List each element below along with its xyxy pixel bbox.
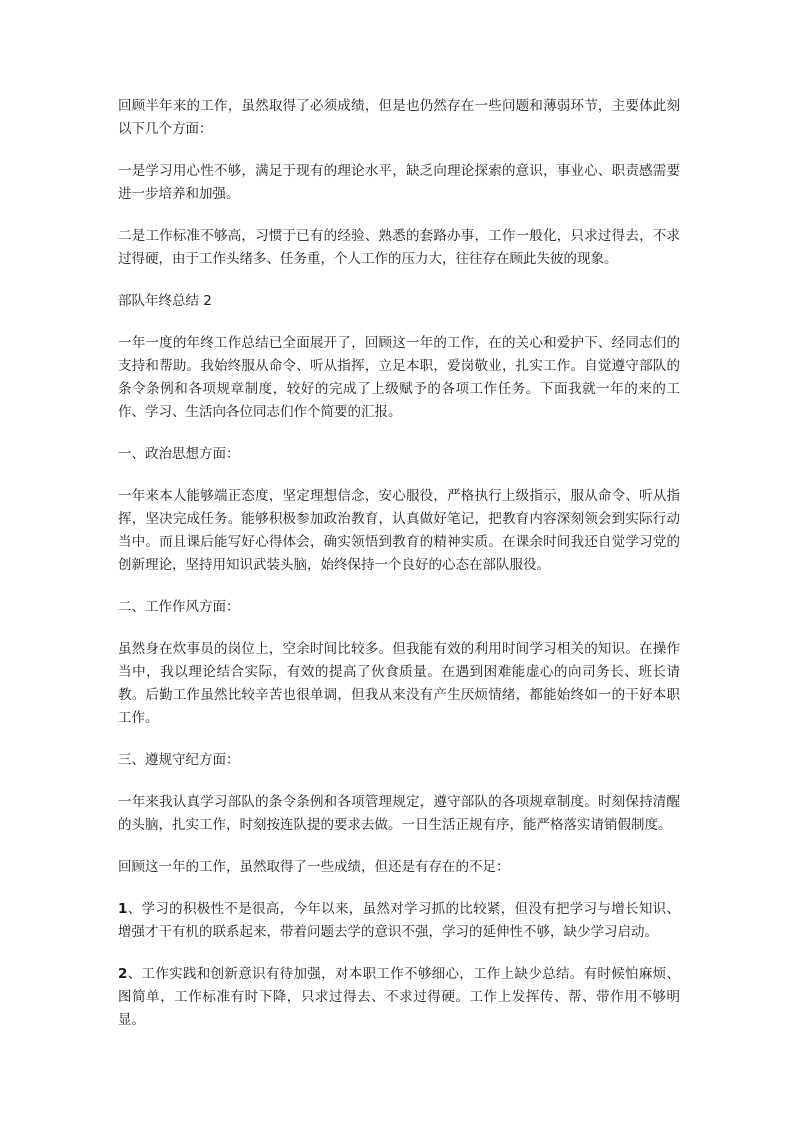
item-number: 2 <box>118 966 128 982</box>
item-text: 、学习的积极性不是很高，今年以来，虽然对学习抓的比较紧，但没有把学习与增长知识、增强才干有机的联系起来，带着问题去学的意识不强，学习的延伸性不够，缺少学习启动。 <box>118 901 680 940</box>
heading-discipline: 三、遵规守纪方面： <box>118 752 240 768</box>
item-number: 1 <box>118 901 128 917</box>
paragraph-issue-one: 一是学习用心性不够，满足于现有的理论水平，缺乏向理论探索的意识，事业心、职责感需要进一步培养和加强。 <box>118 163 680 202</box>
paragraph-political: 一年来本人能够端正态度，坚定理想信念，安心服役，严格执行上级指示，服从命令、听从指挥，坚决完成任务。能够积极参加政治教育，认真做好笔记，把教育内容深刻领会到实际行动当中。而且课后能写好心得体会，确实领悟到教育的精神实质。在课余时间我还自觉学习党的创新理论，坚持用知识武装头脑，始终保持一个良好的心态在部队服役。 <box>118 488 680 573</box>
section-title: 部队年终总结 2 <box>118 293 212 309</box>
heading-political: 一、政治思想方面： <box>118 446 240 462</box>
numbered-item-1 <box>118 898 680 944</box>
item-text: 、工作实践和创新意识有待加强，对本职工作不够细心，工作上缺少总结。有时候怕麻烦、图简单，工作标准有时下降，只求过得去、不求过得硬。工作上发挥传、帮、带作用不够明显。 <box>118 966 680 1028</box>
numbered-item-2 <box>118 963 680 1032</box>
paragraph-issue-two: 二是工作标准不够高，习惯于已有的经验、熟悉的套路办事，工作一般化，只求过得去，不求过得硬，由于工作头绪多、任务重，个人工作的压力大，往往存在顾此失彼的现象。 <box>118 228 680 267</box>
document-page <box>118 95 680 1051</box>
paragraph-discipline: 一年来我认真学习部队的条令条例和各项管理规定，遵守部队的各项规章制度。时刻保持清醒的头脑，扎实工作，时刻按连队提的要求去做。一日生活正规有序，能严格落实请销假制度。 <box>118 794 680 833</box>
paragraph-work-style: 虽然身在炊事员的岗位上，空余时间比较多。但我能有效的利用时间学习相关的知识。在操作当中，我以理论结合实际，有效的提高了伙食质量。在遇到困难能虚心的向司务长、班长请教。后勤工作虽然比较辛苦也很单调，但我从来没有产生厌烦情绪，都能始终如一的干好本职工作。 <box>118 641 680 726</box>
paragraph-intro: 一年一度的年终工作总结已全面展开了，回顾这一年的工作，在的关心和爱护下、经同志们的支持和帮助。我始终服从命令、听从指挥，立足本职，爱岗敬业，扎实工作。自觉遵守部队的条令条例和各项规章制度，较好的完成了上级赋予的各项工作任务。下面我就一年的来的工作、学习、生活向各位同志们作个简要的汇报。 <box>118 335 680 420</box>
heading-work-style: 二、工作作风方面： <box>118 599 240 615</box>
paragraph-shortcomings-intro: 回顾这一年的工作，虽然取得了一些成绩，但还是有存在的不足： <box>118 859 510 875</box>
paragraph-half-year-review: 回顾半年来的工作，虽然取得了必须成绩，但是也仍然存在一些问题和薄弱环节，主要体此刻以下几个方面： <box>118 98 680 137</box>
